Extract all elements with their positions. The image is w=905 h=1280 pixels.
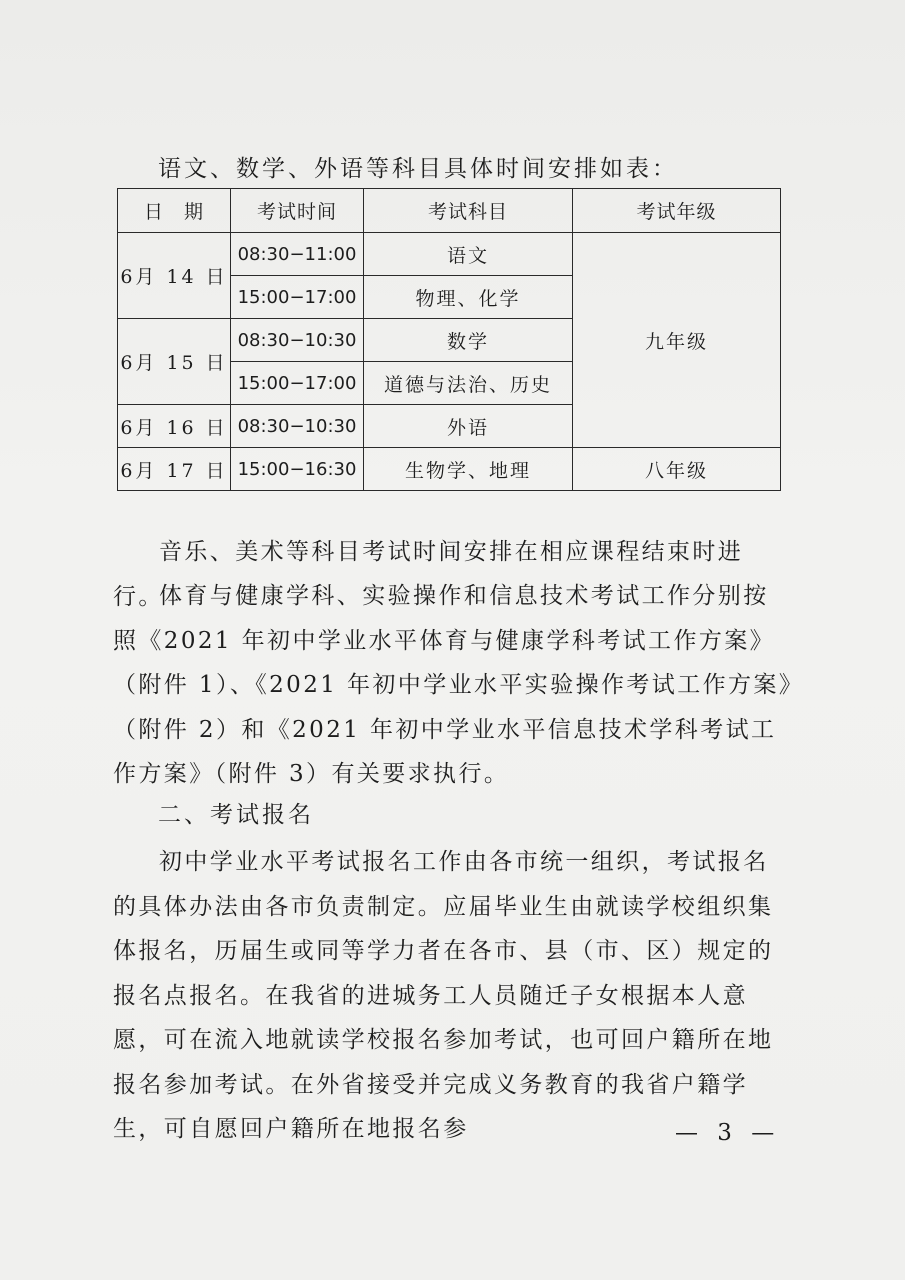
table-row bbox=[118, 448, 781, 491]
table-row bbox=[118, 233, 781, 276]
paragraph-text: 初中学业水平考试报名工作由各市统一组织，考试报名的具体办法由各市负责制定。应届毕业生由就读学校组织集体报名，历届生或同等学力者在各市、县（市、区）规定的报名点报名。在我省的进城务工人员随迁子女根据本人意愿，可在流入地就读学校报名参加考试，也可回户籍所在地报名参加考试。在外省接受并完成义务教育的我省户籍学生，可自愿回户籍所在地报名参 bbox=[113, 849, 774, 1142]
paragraph-other-exams bbox=[113, 574, 793, 797]
schedule-intro: 语文、数学、外语等科目具体时间安排如表： bbox=[158, 156, 678, 182]
cell-subject: 生物学、地理 bbox=[364, 448, 573, 491]
paragraph-text: 音乐、美术等科目考试时间安排在相应课程结束时进行。 bbox=[113, 539, 744, 610]
paragraph-text: 体育与健康学科、实验操作和信息技术考试工作分别按照《2021 年初中学业水平体育与健康学科考试工作方案》（附件 1）、《2021 年初中学业水平实验操作考试工作方案》（附件 2）和《2021 年初中学业水平信息技术学科考试工作方案》（附件 3）有关要求执行。 bbox=[113, 583, 793, 787]
cell-subject: 物理、化学 bbox=[364, 276, 573, 319]
cell-time: 15:00−17:00 bbox=[231, 276, 364, 319]
header-subject: 考试科目 bbox=[364, 189, 573, 233]
cell-date: 6月 15 日 bbox=[118, 319, 231, 405]
page-number: — 3 — bbox=[675, 1120, 781, 1146]
cell-grade: 八年级 bbox=[573, 448, 781, 491]
exam-schedule-table bbox=[117, 188, 781, 491]
cell-time: 08:30−10:30 bbox=[231, 405, 364, 448]
table-header-row bbox=[118, 189, 781, 233]
header-grade: 考试年级 bbox=[573, 189, 781, 233]
cell-time: 08:30−11:00 bbox=[231, 233, 364, 276]
cell-subject: 数学 bbox=[364, 319, 573, 362]
cell-date: 6月 17 日 bbox=[118, 448, 231, 491]
cell-time: 15:00−17:00 bbox=[231, 362, 364, 405]
cell-time: 08:30−10:30 bbox=[231, 319, 364, 362]
cell-subject: 外语 bbox=[364, 405, 573, 448]
header-time: 考试时间 bbox=[231, 189, 364, 233]
header-date: 日 期 bbox=[118, 189, 231, 233]
cell-time: 15:00−16:30 bbox=[231, 448, 364, 491]
paragraph-registration bbox=[113, 840, 793, 1152]
cell-subject: 语文 bbox=[364, 233, 573, 276]
section-heading: 二、考试报名 bbox=[158, 802, 314, 828]
cell-subject: 道德与法治、历史 bbox=[364, 362, 573, 405]
cell-grade: 九年级 bbox=[573, 233, 781, 448]
cell-date: 6月 16 日 bbox=[118, 405, 231, 448]
cell-date: 6月 14 日 bbox=[118, 233, 231, 319]
